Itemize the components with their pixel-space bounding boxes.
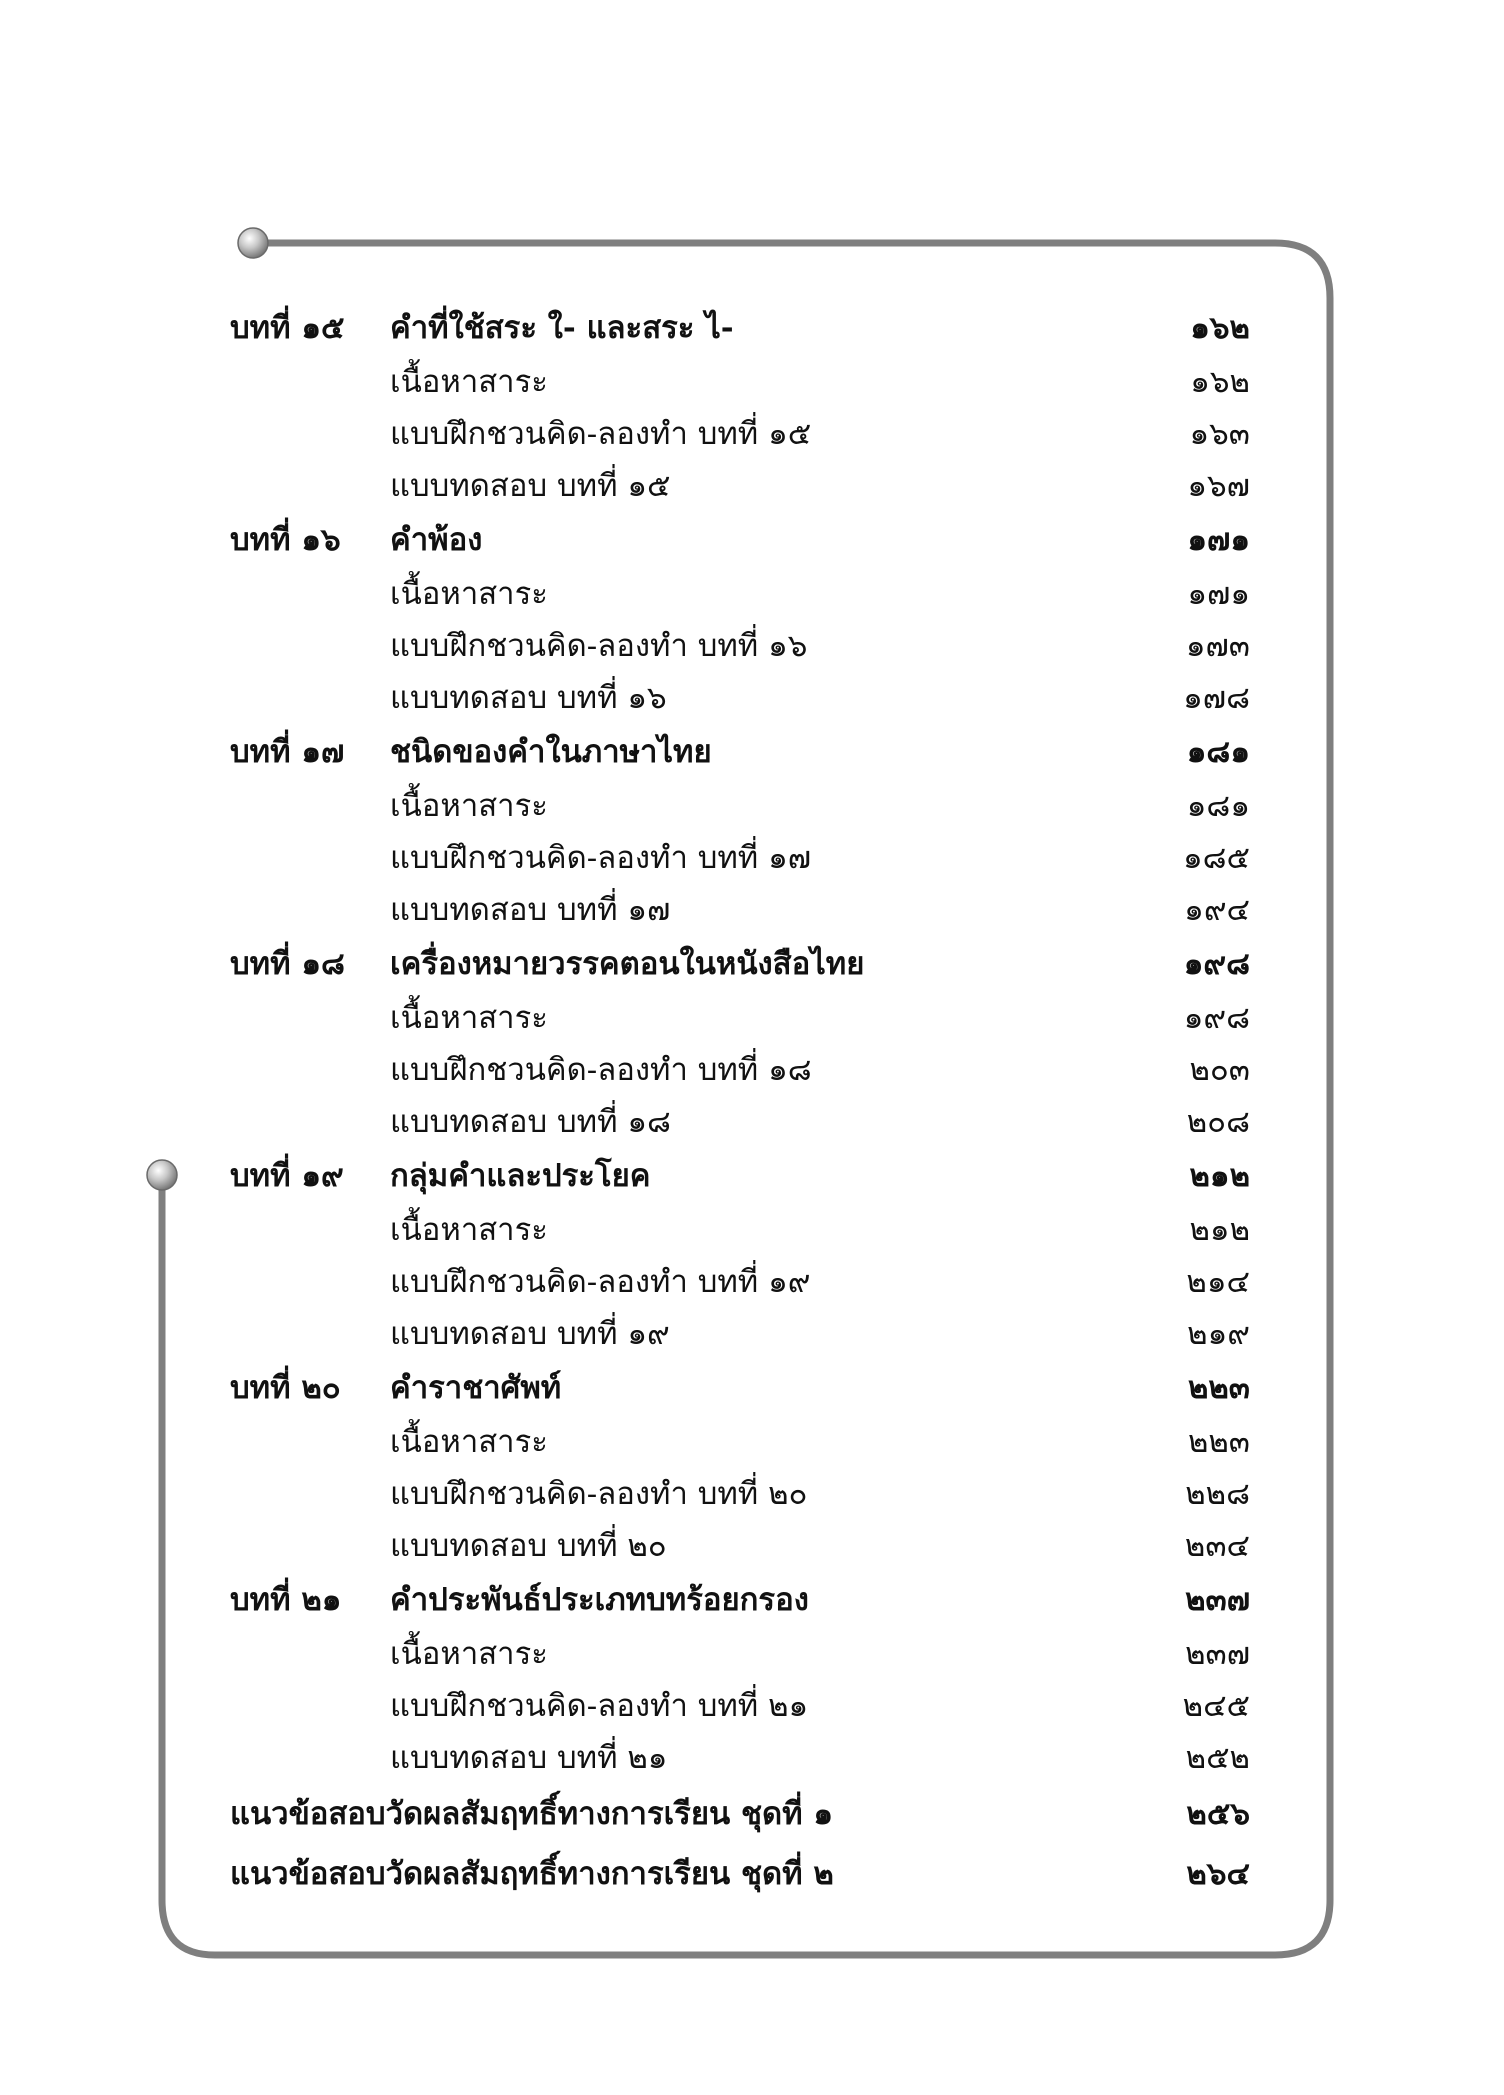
entry-title: แบบทดสอบ บทที่ ๑๕ <box>390 468 671 504</box>
chapter-title: คำราชาศัพท์ <box>390 1370 562 1406</box>
toc-entry <box>230 356 1250 408</box>
chapter-title: กลุ่มคำและประโยค <box>390 1158 651 1194</box>
chapter-19 <box>230 1148 1250 1360</box>
chapter-number: บทที่ ๑๙ <box>230 1158 344 1194</box>
toc-entry <box>230 1096 1250 1148</box>
chapter-page: ๑๘๑ <box>1186 734 1250 770</box>
entry-title: แบบฝึกชวนคิด-ลองทำ บทที่ ๑๙ <box>390 1264 811 1300</box>
chapter-heading <box>230 1148 1250 1204</box>
chapter-title: คำประพันธ์ประเภทบทร้อยกรอง <box>390 1582 809 1618</box>
entry-title: เนื้อหาสาระ <box>390 1424 548 1460</box>
entry-title: แบบฝึกชวนคิด-ลองทำ บทที่ ๑๗ <box>390 840 812 876</box>
chapter-18 <box>230 936 1250 1148</box>
entry-page: ๒๒๘ <box>1185 1476 1250 1512</box>
entry-title: เนื้อหาสาระ <box>390 576 548 612</box>
exam-title: แนวข้อสอบวัดผลสัมฤทธิ์ทางการเรียน ชุดที่ ๑ <box>230 1796 834 1832</box>
entry-page: ๒๑๙ <box>1187 1316 1250 1352</box>
entry-title: แบบฝึกชวนคิด-ลองทำ บทที่ ๑๘ <box>390 1052 812 1088</box>
chapter-heading <box>230 512 1250 568</box>
entry-title: เนื้อหาสาระ <box>390 1212 548 1248</box>
toc-entry <box>230 408 1250 460</box>
chapter-15 <box>230 300 1250 512</box>
toc-entry <box>230 832 1250 884</box>
entry-page: ๒๑๔ <box>1186 1264 1250 1300</box>
exam-title: แนวข้อสอบวัดผลสัมฤทธิ์ทางการเรียน ชุดที่ ๒ <box>230 1856 834 1892</box>
entry-page: ๒๓๔ <box>1184 1528 1250 1564</box>
toc-entry <box>230 460 1250 512</box>
chapter-page: ๒๓๗ <box>1185 1582 1250 1618</box>
frame-ball-left-icon <box>147 1160 177 1190</box>
entry-page: ๒๑๒ <box>1189 1212 1250 1248</box>
toc-entry <box>230 1520 1250 1572</box>
chapter-page: ๑๙๘ <box>1183 946 1250 982</box>
entry-page: ๑๖๒ <box>1190 364 1250 400</box>
toc-entry <box>230 1628 1250 1680</box>
entry-title: แบบทดสอบ บทที่ ๑๗ <box>390 892 671 928</box>
chapter-title: คำพ้อง <box>390 522 483 558</box>
chapter-page: ๒๑๒ <box>1189 1158 1250 1194</box>
entry-title: แบบฝึกชวนคิด-ลองทำ บทที่ ๒๐ <box>390 1476 808 1512</box>
frame-ball-top-icon <box>238 228 268 258</box>
entry-title: เนื้อหาสาระ <box>390 788 548 824</box>
toc-entry <box>230 1256 1250 1308</box>
toc-entry <box>230 1680 1250 1732</box>
entry-page: ๑๗๘ <box>1183 680 1250 716</box>
chapter-number: บทที่ ๑๕ <box>230 310 345 346</box>
entry-page: ๒๒๓ <box>1187 1424 1250 1460</box>
chapter-21 <box>230 1572 1250 1784</box>
toc-entry <box>230 1044 1250 1096</box>
exam-entry-1 <box>230 1784 1250 1844</box>
toc-entry <box>230 568 1250 620</box>
chapter-number: บทที่ ๑๘ <box>230 946 345 982</box>
toc-entry <box>230 1204 1250 1256</box>
toc-entry <box>230 1468 1250 1520</box>
entry-page: ๑๘๕ <box>1182 840 1250 876</box>
chapter-heading <box>230 1360 1250 1416</box>
entry-title: แบบฝึกชวนคิด-ลองทำ บทที่ ๒๑ <box>390 1688 809 1724</box>
toc-entry <box>230 992 1250 1044</box>
entry-page: ๑๘๑ <box>1186 788 1250 824</box>
chapter-title: เครื่องหมายวรรคตอนในหนังสือไทย <box>390 946 865 982</box>
entry-title: แบบทดสอบ บทที่ ๒๐ <box>390 1528 667 1564</box>
entry-page: ๒๕๒ <box>1185 1740 1250 1776</box>
chapter-page: ๑๖๒ <box>1190 310 1250 346</box>
exam-page: ๒๖๔ <box>1186 1856 1250 1892</box>
toc-entry <box>230 1416 1250 1468</box>
entry-title: แบบทดสอบ บทที่ ๑๘ <box>390 1104 671 1140</box>
exam-entry-2 <box>230 1844 1250 1904</box>
entry-title: เนื้อหาสาระ <box>390 1000 548 1036</box>
chapter-number: บทที่ ๒๑ <box>230 1582 342 1618</box>
entry-title: แบบทดสอบ บทที่ ๒๑ <box>390 1740 668 1776</box>
toc-entry <box>230 1732 1250 1784</box>
toc-entry <box>230 1308 1250 1360</box>
entry-page: ๒๐๓ <box>1189 1052 1250 1088</box>
entry-page: ๒๐๘ <box>1186 1104 1250 1140</box>
entry-page: ๑๗๓ <box>1185 628 1250 664</box>
entry-page: ๑๙๔ <box>1184 892 1250 928</box>
chapter-number: บทที่ ๑๗ <box>230 734 345 770</box>
chapter-heading <box>230 1572 1250 1628</box>
entry-page: ๑๙๘ <box>1183 1000 1250 1036</box>
entry-page: ๒๔๕ <box>1182 1688 1250 1724</box>
entry-title: แบบฝึกชวนคิด-ลองทำ บทที่ ๑๕ <box>390 416 812 452</box>
entry-title: เนื้อหาสาระ <box>390 364 548 400</box>
entry-page: ๑๖๗ <box>1187 468 1250 504</box>
chapter-number: บทที่ ๒๐ <box>230 1370 341 1406</box>
toc-entry <box>230 780 1250 832</box>
chapter-page: ๑๗๑ <box>1187 522 1250 558</box>
toc-entry <box>230 620 1250 672</box>
chapter-page: ๒๒๓ <box>1187 1370 1250 1406</box>
chapter-20 <box>230 1360 1250 1572</box>
chapter-17 <box>230 724 1250 936</box>
entry-title: เนื้อหาสาระ <box>390 1636 548 1672</box>
chapter-16 <box>230 512 1250 724</box>
chapter-heading <box>230 936 1250 992</box>
chapter-heading <box>230 300 1250 356</box>
table-of-contents <box>230 300 1250 1904</box>
entry-title: แบบทดสอบ บทที่ ๑๖ <box>390 680 667 716</box>
exam-page: ๒๕๖ <box>1186 1796 1250 1832</box>
entry-title: แบบทดสอบ บทที่ ๑๙ <box>390 1316 670 1352</box>
entry-page: ๒๓๗ <box>1185 1636 1250 1672</box>
toc-entry <box>230 884 1250 936</box>
chapter-number: บทที่ ๑๖ <box>230 522 341 558</box>
entry-page: ๑๗๑ <box>1187 576 1250 612</box>
chapter-heading <box>230 724 1250 780</box>
entry-page: ๑๖๓ <box>1189 416 1250 452</box>
toc-entry <box>230 672 1250 724</box>
entry-title: แบบฝึกชวนคิด-ลองทำ บทที่ ๑๖ <box>390 628 808 664</box>
chapter-title: ชนิดของคำในภาษาไทย <box>390 734 712 770</box>
chapter-title: คำที่ใช้สระ ใ- และสระ ไ- <box>390 310 734 346</box>
